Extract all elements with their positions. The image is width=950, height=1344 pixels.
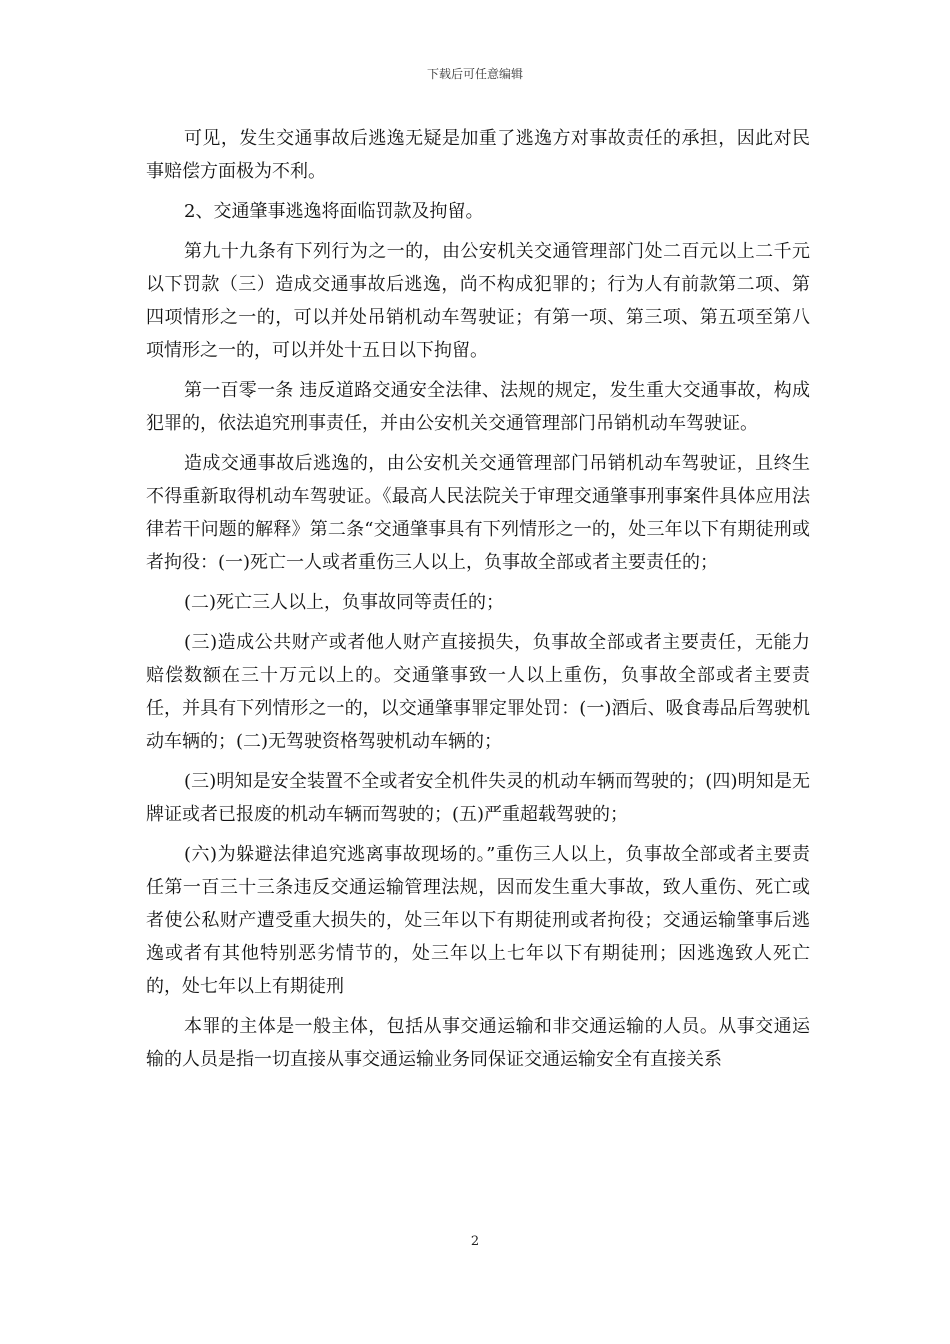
page-number: 2 [470, 1234, 480, 1249]
paragraph: (三)造成公共财产或者他人财产直接损失，负事故全部或者主要责任，无能力赔偿数额在三十万元以上的。交通肇事致一人以上重伤，负事故全部或者主要责任，并具有下列情形之一的，以交通肇事罪定罪处罚：(一)酒后、吸食毒品后驾驶机动车辆的；(二)无驾驶资格驾驶机动车辆的； [146, 632, 810, 752]
paragraph: 2、交通肇事逃逸将面临罚款及拘留。 [184, 201, 484, 222]
paragraph: 本罪的主体是一般主体，包括从事交通运输和非交通运输的人员。从事交通运输的人员是指一切直接从事交通运输业务同保证交通运输安全有直接关系 [146, 1016, 810, 1070]
document-body [146, 122, 810, 1083]
paragraph: 第一百零一条 违反道路交通安全法律、法规的规定，发生重大交通事故，构成犯罪的，依法追究刑事责任，并由公安机关交通管理部门吊销机动车驾驶证。 [146, 380, 810, 434]
page-header: 下载后可任意编辑 [426, 67, 523, 81]
paragraph: 造成交通事故后逃逸的，由公安机关交通管理部门吊销机动车驾驶证，且终生不得重新取得机动车驾驶证。《最高人民法院关于审理交通肇事刑事案件具体应用法律若干问题的解释》第二条“交通肇事具有下列情形之一的，处三年以下有期徒刑或者拘役：(一)死亡一人或者重伤三人以上，负事故全部或者主要责任的； [146, 453, 810, 573]
paragraph: 可见，发生交通事故后逃逸无疑是加重了逃逸方对事故责任的承担，因此对民事赔偿方面极为不利。 [146, 128, 810, 182]
paragraph: (二)死亡三人以上，负事故同等责任的； [184, 592, 505, 613]
paragraph: (三)明知是安全装置不全或者安全机件失灵的机动车辆而驾驶的；(四)明知是无牌证或者已报废的机动车辆而驾驶的；(五)严重超载驾驶的； [146, 771, 810, 825]
paragraph: 第九十九条有下列行为之一的，由公安机关交通管理部门处二百元以上二千元以下罚款（三）造成交通事故后逃逸，尚不构成犯罪的；行为人有前款第二项、第四项情形之一的，可以并处吊销机动车驾驶证；有第一项、第三项、第五项至第八项情形之一的，可以并处十五日以下拘留。 [146, 241, 810, 361]
paragraph: (六)为躲避法律追究逃离事故现场的。”重伤三人以上，负事故全部或者主要责任第一百三十三条违反交通运输管理法规，因而发生重大事故，致人重伤、死亡或者使公私财产遭受重大损失的，处三年以下有期徒刑或者拘役；交通运输肇事后逃逸或者有其他特别恶劣情节的，处三年以上七年以下有期徒刑；因逃逸致人死亡的，处七年以上有期徒刑 [146, 844, 810, 997]
